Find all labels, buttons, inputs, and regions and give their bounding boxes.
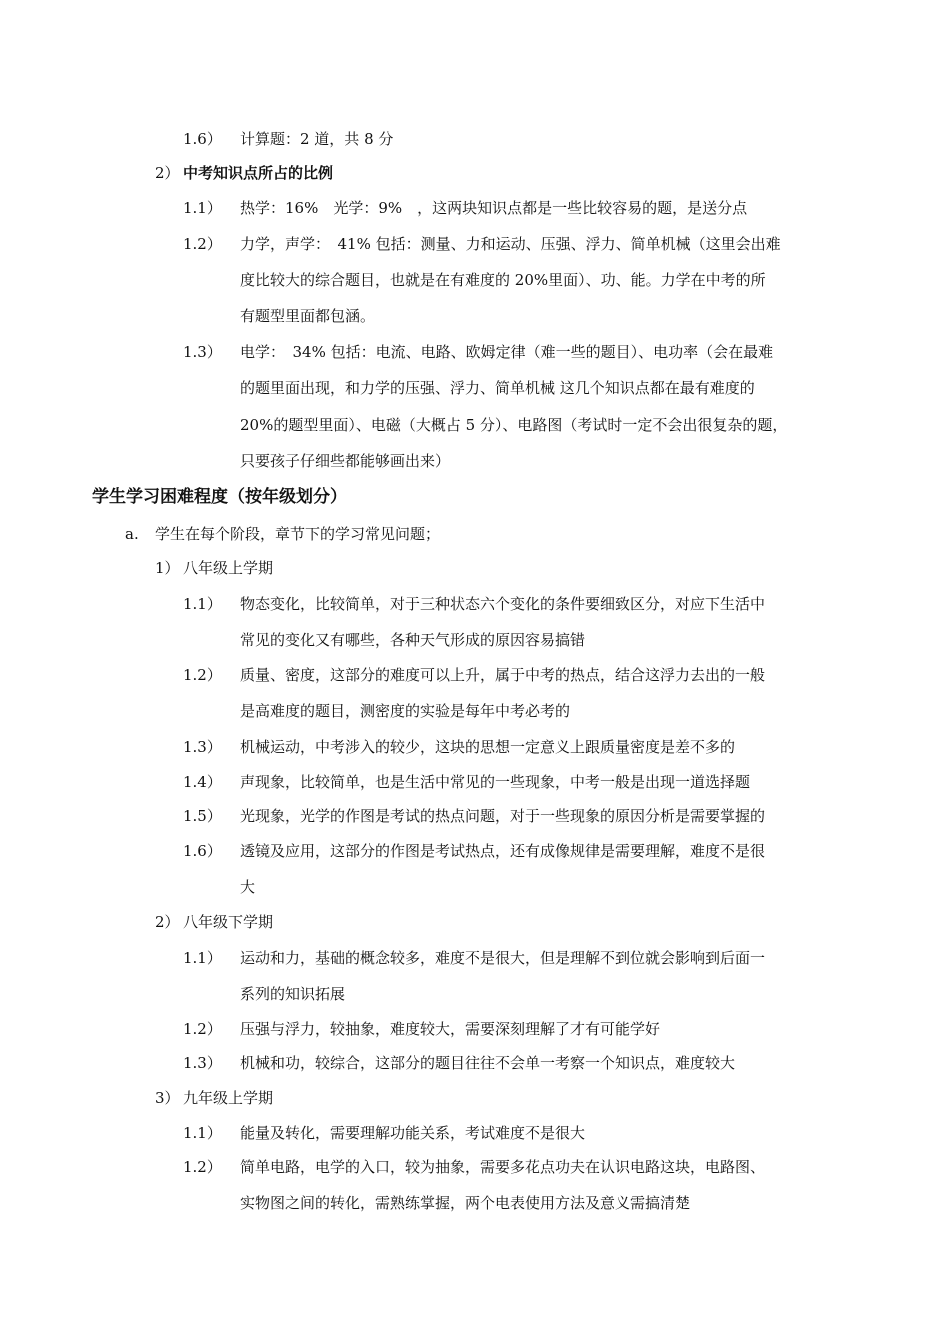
item-text: 大 xyxy=(240,878,256,896)
item-text: 只要孩子仔细些都能够画出来） xyxy=(240,452,451,470)
item-number: 1.1） xyxy=(183,595,222,613)
item-text: 有题型里面都包涵。 xyxy=(240,307,376,325)
section-heading: 学生学习困难程度（按年级划分） xyxy=(92,487,347,507)
item-text: 20%的题型里面）、电磁（大概占 5 分）、电路图（考试时一定不会出很复杂的题， xyxy=(240,416,788,434)
item-text: 简单电路，电学的入口，较为抽象，需要多花点功夫在认识电路这块，电路图、 xyxy=(240,1158,766,1176)
item-number: 1.2） xyxy=(183,666,222,684)
grade-number: 1） xyxy=(155,559,180,577)
grade-number: 3） xyxy=(155,1089,180,1107)
item-number: 1.6） xyxy=(183,130,222,148)
item-text: 物态变化，比较简单，对于三种状态六个变化的条件要细致区分，对应下生活中 xyxy=(240,595,766,613)
item-text: 透镜及应用，这部分的作图是考试热点，还有成像规律是需要理解，难度不是很 xyxy=(240,842,766,860)
item-number: 1.6） xyxy=(183,842,222,860)
item-number: 1.1） xyxy=(183,949,222,967)
grade-title: 八年级下学期 xyxy=(183,913,274,931)
item-text: 的题里面出现，和力学的压强、浮力、简单机械 这几个知识点都在最有难度的 xyxy=(240,379,755,397)
item-number: 1.1） xyxy=(183,199,222,217)
section-title: 中考知识点所占的比例 xyxy=(183,164,334,182)
item-text: 度比较大的综合题目，也就是在有难度的 20%里面）、功、能。力学在中考的所 xyxy=(240,271,766,289)
item-text: 常见的变化又有哪些，各种天气形成的原因容易搞错 xyxy=(240,631,586,649)
item-number: 1.2） xyxy=(183,1020,222,1038)
item-number: 1.3） xyxy=(183,343,222,361)
item-number: 1.2） xyxy=(183,235,222,253)
item-number: 1.2） xyxy=(183,1158,222,1176)
item-text: 热学：16% 光学：9% ，这两块知识点都是一些比较容易的题，是送分点 xyxy=(240,199,748,217)
intro-text: 学生在每个阶段，章节下的学习常见问题； xyxy=(155,525,441,543)
item-text: 力学，声学： 41% 包括：测量、力和运动、压强、浮力、简单机械（这里会出难 xyxy=(240,235,781,253)
item-text: 能量及转化，需要理解功能关系，考试难度不是很大 xyxy=(240,1124,586,1142)
item-text: 质量、密度，这部分的难度可以上升，属于中考的热点，结合这浮力去出的一般 xyxy=(240,666,766,684)
item-number: 1.5） xyxy=(183,807,222,825)
item-number: 1.4） xyxy=(183,773,222,791)
item-text: 压强与浮力，较抽象，难度较大，需要深刻理解了才有可能学好 xyxy=(240,1020,661,1038)
item-number: 1.1） xyxy=(183,1124,222,1142)
grade-title: 九年级上学期 xyxy=(183,1089,274,1107)
item-number: 1.3） xyxy=(183,1054,222,1072)
item-text: 机械运动，中考涉入的较少，这块的思想一定意义上跟质量密度是差不多的 xyxy=(240,738,736,756)
item-text: 光现象，光学的作图是考试的热点问题，对于一些现象的原因分析是需要掌握的 xyxy=(240,807,766,825)
intro-marker: a. xyxy=(125,525,139,543)
item-text: 电学： 34% 包括：电流、电路、欧姆定律（难一些的题目）、电功率（会在最难 xyxy=(240,343,774,361)
item-text: 机械和功，较综合，这部分的题目往往不会单一考察一个知识点，难度较大 xyxy=(240,1054,736,1072)
item-text: 是高难度的题目，测密度的实验是每年中考必考的 xyxy=(240,702,571,720)
section-number: 2） xyxy=(155,164,180,182)
item-text: 计算题：2 道，共 8 分 xyxy=(240,130,394,148)
grade-title: 八年级上学期 xyxy=(183,559,274,577)
item-text: 声现象，比较简单，也是生活中常见的一些现象，中考一般是出现一道选择题 xyxy=(240,773,751,791)
item-text: 运动和力，基础的概念较多，难度不是很大，但是理解不到位就会影响到后面一 xyxy=(240,949,766,967)
grade-number: 2） xyxy=(155,913,180,931)
item-text: 系列的知识拓展 xyxy=(240,985,346,1003)
item-number: 1.3） xyxy=(183,738,222,756)
item-text: 实物图之间的转化，需熟练掌握，两个电表使用方法及意义需搞清楚 xyxy=(240,1194,691,1212)
